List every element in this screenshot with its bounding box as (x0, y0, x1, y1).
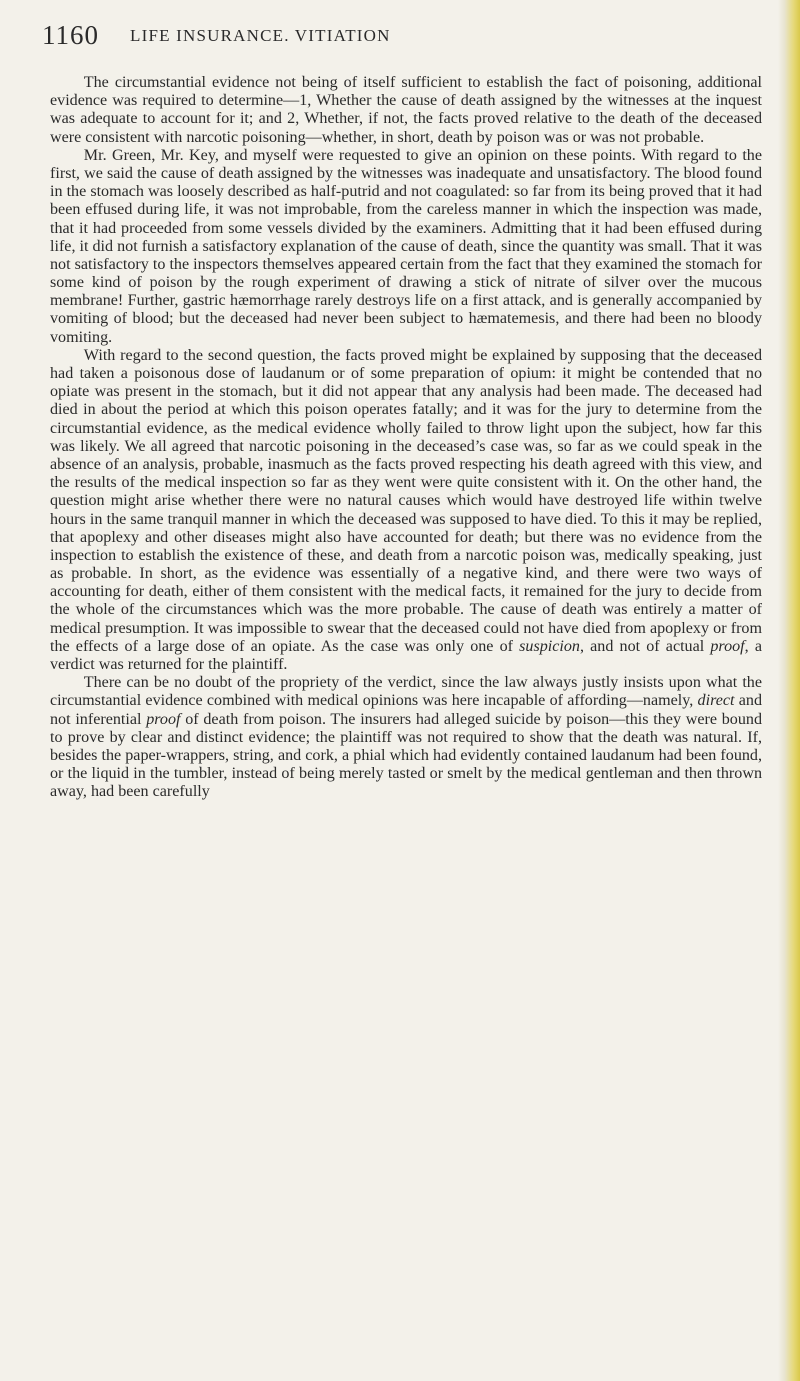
paragraph (50, 674, 762, 801)
text-run: The circumstantial evidence not being of itself sufficient to establish the fact of poisoning, additional evidence was required to determine—1, Whether the cause of death assigned by the witnesses at the inquest was adequate to account for it; and 2, Whether, if not, the facts proved relative to the death of the deceased were consistent with narcotic poisoning—whether, in short, death by poison was or was not probable. (50, 74, 762, 146)
text-run: With regard to the second question, the facts proved might be explained by supposing that the deceased had taken a poisonous dose of laudanum or of some preparation of opium: it might be contended that no opiate was present in the stomach, but it did not appear that any analysis had been made. The deceased had died in about the period at which this poison operates fatally; and it was for the jury to determine from the circumstantial evidence, as the medical evidence wholly failed to throw light upon the subject, how far this was likely. We all agreed that narcotic poisoning in the deceased’s case was, so far as we could speak in the absence of an analysis, probable, inasmuch as the facts proved respecting his death agreed with this view, and the results of the medical inspection so far as they went were quite consistent with it. On the other hand, the question might arise whether there were no natural causes which would have destroyed life within twelve hours in the same tranquil manner in which the deceased was supposed to have died. To this it may be replied, that apoplexy and other diseases might also have accounted for death; but there was no evidence from the inspection to establish the existence of these, and death from a narcotic poison was, medically speaking, just as probable. In short, as the evidence was essentially of a negative kind, and there were two ways of accounting for death, either of them consistent with the medical facts, it remained for the jury to decide from the whole of the circumstances which was the more probable. The cause of death was entirely a matter of medical presumption. It was impossible to swear that the deceased could not have died from apoplexy or from the effects of a large dose of an opiate. As the case was only one of (50, 346, 762, 655)
text-run: There can be no doubt of the propriety of the verdict, since the law always justly insists upon what the circumstantial evidence combined with medical opinions was here incapable of affording—namely, (50, 674, 762, 710)
page-header (42, 20, 762, 60)
text-run: Mr. Green, Mr. Key, and myself were requested to give an opinion on these points. With regard to the first, we said the cause of death assigned by the witnesses was inadequate and unsatisfactory. The blood found in the stomach was loosely described as half-putrid and not coagulated: so far from its being proved that it had been effused during life, it was not improbable, from the careless manner in which the inspection was made, that it had proceeded from some vessels divided by the examiners. Admitting that it had been effused during life, it did not furnish a satisfactory explanation of the cause of death, since the quantity was small. That it was not satisfactory to the inspectors themselves appeared certain from the fact that they examined the stomach for some kind of poison by the rough experiment of drawing a stick of nitrate of silver over the mucous membrane! Further, gastric hæmorrhage rarely destroys life on a first attack, and is generally accompanied by vomiting of blood; but the deceased had never been subject to hæmatemesis, and there had been no bloody vomiting. (50, 146, 762, 346)
paragraph (50, 147, 762, 347)
text-run: , and not of actual (579, 637, 711, 655)
text-run: , a verdict was returned for the plaintiff. (50, 637, 762, 673)
body-text (50, 74, 762, 802)
running-head: LIFE INSURANCE. VITIATION (130, 26, 391, 45)
paragraph (50, 347, 762, 674)
paragraph (50, 74, 762, 147)
text-run: and not inferential (50, 692, 763, 728)
italic-text: proof (146, 710, 181, 728)
text-run: of death from poison. The insurers had alleged suicide by poison—this they were bound to prove by clear and distinct evidence; the plaintiff was not required to show that the death was natural. If, besides the paper-wrappers, string, and cork, a phial which had evidently contained laudanum had been found, or the liquid in the tumbler, instead of being merely tasted or smelt by the medical gentleman and then thrown away, had been carefully (50, 710, 762, 801)
page-edge (778, 0, 800, 1381)
italic-text: suspicion (519, 637, 580, 655)
page-number: 1160 (42, 20, 99, 50)
italic-text: proof (710, 637, 745, 655)
italic-text: direct (697, 692, 735, 710)
